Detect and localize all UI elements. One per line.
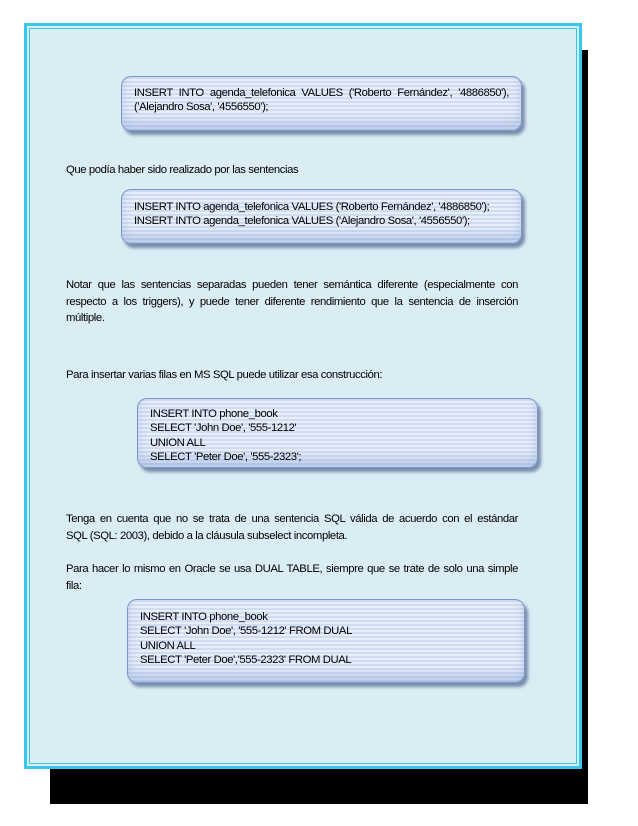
- code-block-separate-inserts: [121, 189, 522, 244]
- paragraph-intro: [66, 162, 518, 179]
- paragraph-line: SQL (SQL: 2003), debido a la cláusula subselect incompleta.: [66, 529, 348, 542]
- paragraph-line: fila:: [66, 579, 82, 592]
- code-line: INSERT INTO phone_book: [140, 611, 268, 623]
- paragraph-line: múltiple.: [66, 312, 105, 324]
- paragraph-line: Tenga en cuenta que no se trata de una sentencia SQL válida de acuerdo con el estándar: [66, 513, 518, 525]
- paragraph-line: Que podía haber sido realizado por las sentencias: [66, 164, 299, 176]
- paragraph-line: Para insertar varias filas en MS SQL puede utilizar esa construcción:: [66, 369, 383, 381]
- code-line: INSERT INTO agenda_telefonica VALUES ('Roberto Fernández', '4886850');: [134, 201, 490, 213]
- code-line: SELECT 'John Doe', '555-1212': [150, 422, 297, 435]
- paragraph-sql-standard-note: [66, 511, 518, 544]
- code-line: INSERT INTO agenda_telefonica VALUES ('Roberto Fernández', '4886850'),: [134, 87, 509, 99]
- code-line: INSERT INTO agenda_telefonica VALUES ('Alejandro Sosa', '4556550');: [134, 215, 470, 228]
- code-block-multi-row-insert: [121, 76, 522, 131]
- paragraph-semantics-note: [66, 277, 518, 327]
- code-line: UNION ALL: [150, 436, 206, 449]
- paragraph-line: Para hacer lo mismo en Oracle se usa DUAL TABLE, siempre que se trate de solo una simple: [66, 563, 518, 575]
- code-line: UNION ALL: [140, 639, 196, 652]
- code-line: INSERT INTO phone_book: [150, 408, 278, 420]
- code-block-ms-sql: [137, 398, 538, 468]
- code-line: ('Alejandro Sosa', '4556550');: [134, 101, 269, 114]
- paragraph-oracle: [66, 561, 518, 594]
- paragraph-line: Notar que las sentencias separadas pueden tener semántica diferente (especialmente con: [66, 279, 518, 291]
- paragraph-ms-sql: [66, 367, 518, 384]
- code-line: SELECT 'Peter Doe','555-2323' FROM DUAL: [140, 654, 352, 667]
- paragraph-line: respecto a los triggers), y puede tener diferente rendimiento que la sentencia de inserción: [66, 295, 518, 308]
- code-block-oracle: [127, 599, 525, 683]
- code-line: SELECT 'Peter Doe', '555-2323';: [150, 451, 302, 464]
- code-line: SELECT 'John Doe', '555-1212' FROM DUAL: [140, 625, 352, 638]
